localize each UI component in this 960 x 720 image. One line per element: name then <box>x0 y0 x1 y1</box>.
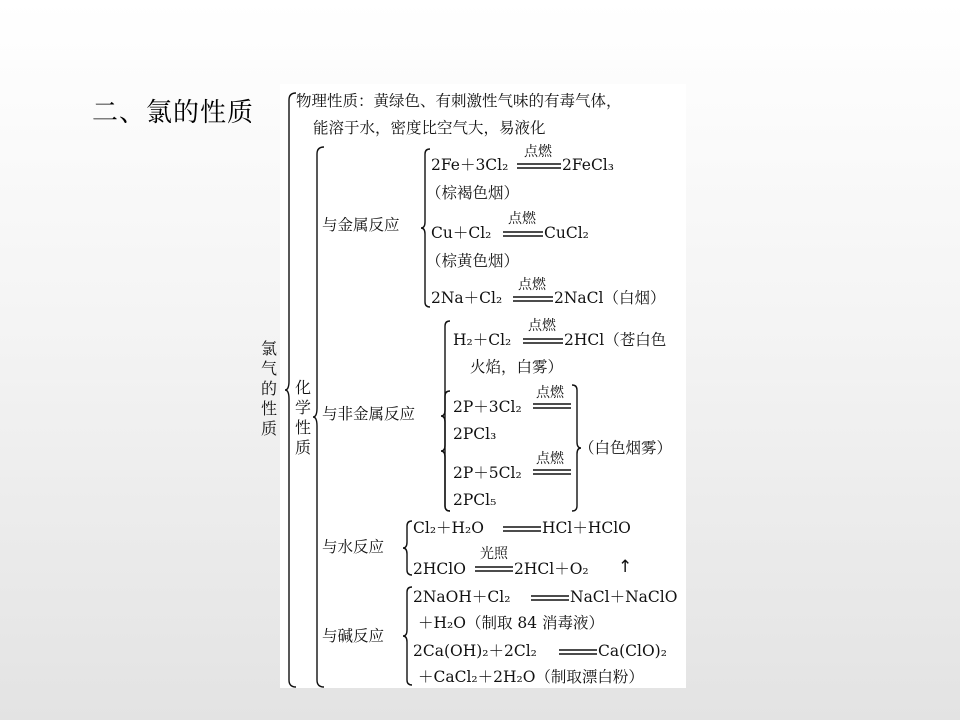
metal-r1-note: （棕褐色烟） <box>426 184 520 202</box>
metal-r3-left: 2Na＋Cl₂ <box>431 289 503 307</box>
water-label: 与水反应 <box>322 538 385 556</box>
nonmetal-r1-right: 2HCl（苍白色 <box>564 331 667 349</box>
nonmetal-r3-right: 2PCl₅ <box>453 491 497 509</box>
nonmetal-r1-cont: 火焰，白雾） <box>470 358 564 376</box>
gas-arrow-icon: ↑ <box>618 557 633 577</box>
metal-r3-equals <box>512 295 554 303</box>
nonmetal-r2-equals <box>532 402 572 410</box>
slide-title: 二、氯的性质 <box>92 98 255 128</box>
nonmetal-r2-condition: 点燃 <box>536 385 564 401</box>
metal-r1-right: 2FeCl₃ <box>562 156 614 174</box>
water-r2-left: 2HClO <box>413 560 466 578</box>
nonmetal-sub-brace <box>440 390 452 512</box>
metal-r1-condition: 点燃 <box>524 144 552 160</box>
water-r1-right: HCl＋HClO <box>542 519 631 537</box>
metal-r1-left: 2Fe＋3Cl₂ <box>431 156 509 174</box>
metal-r2-condition: 点燃 <box>508 211 536 227</box>
nonmetal-group-note: （白色烟雾） <box>579 439 673 457</box>
base-label: 与碱反应 <box>322 627 385 645</box>
nonmetal-r2-left: 2P＋3Cl₂ <box>453 398 522 416</box>
water-r1-equals <box>502 525 542 533</box>
base-r1-left: 2NaOH＋Cl₂ <box>413 588 511 606</box>
metal-r3-right: 2NaCl（白烟） <box>554 289 666 307</box>
physical-line2: 能溶于水，密度比空气大，易液化 <box>313 119 546 137</box>
metal-r2-left: Cu＋Cl₂ <box>431 224 492 242</box>
water-r2-condition: 光照 <box>480 546 508 562</box>
water-r2-equals <box>474 565 514 573</box>
metal-r2-note: （棕黄色烟） <box>426 252 520 270</box>
base-r1-right: NaCl＋NaClO <box>570 588 678 606</box>
base-r1-cont: ＋H₂O（制取 84 消毒液） <box>418 614 605 632</box>
physical-line1: 物理性质：黄绿色、有刺激性气味的有毒气体， <box>296 92 622 110</box>
nonmetal-r2-right: 2PCl₃ <box>453 425 497 443</box>
nonmetal-r1-equals <box>522 337 564 345</box>
water-r2-right: 2HCl＋O₂ <box>514 560 589 578</box>
metal-label: 与金属反应 <box>322 216 400 234</box>
nonmetal-r1-condition: 点燃 <box>528 318 556 334</box>
metal-r2-right: CuCl₂ <box>544 224 589 242</box>
base-r2-equals <box>558 648 598 656</box>
chlorine-properties-diagram <box>260 84 686 688</box>
nonmetal-r1-left: H₂＋Cl₂ <box>453 331 512 349</box>
base-r2-cont: ＋CaCl₂＋2H₂O（制取漂白粉） <box>418 668 644 686</box>
metal-r3-condition: 点燃 <box>518 277 546 293</box>
water-r1-left: Cl₂＋H₂O <box>413 519 484 537</box>
metal-r1-equals <box>516 162 562 170</box>
nonmetal-label: 与非金属反应 <box>322 405 416 423</box>
nonmetal-r3-condition: 点燃 <box>536 451 564 467</box>
nonmetal-r3-left: 2P＋5Cl₂ <box>453 464 522 482</box>
base-r2-left: 2Ca(OH)₂＋2Cl₂ <box>413 642 537 660</box>
chemical-label: 化学性质 <box>294 378 311 457</box>
nonmetal-r3-equals <box>532 468 572 476</box>
base-r2-right: Ca(ClO)₂ <box>598 642 667 660</box>
metal-r2-equals <box>502 230 544 238</box>
base-r1-equals <box>530 594 570 602</box>
root-label: 氯气的性质 <box>260 339 277 438</box>
